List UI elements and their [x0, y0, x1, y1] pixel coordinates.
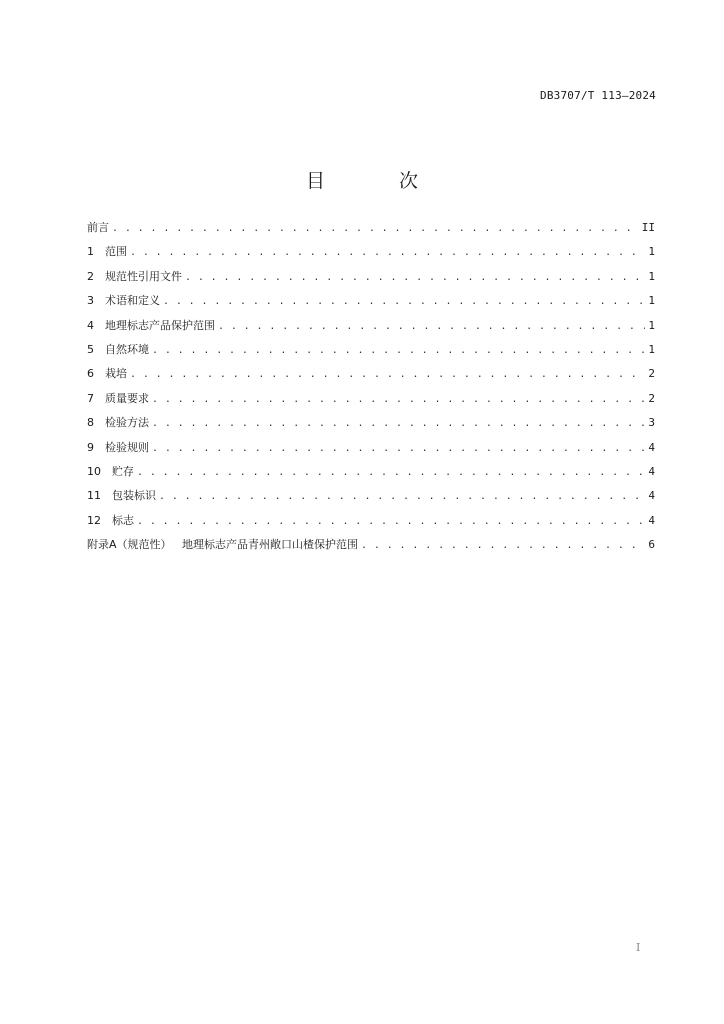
toc-label: 质量要求: [105, 391, 149, 405]
toc-page-number: 4: [648, 464, 655, 478]
toc-section-number: 11: [87, 489, 101, 503]
toc-leader-dots: [152, 414, 645, 434]
toc-label: 前言: [87, 221, 109, 234]
toc-page-number: 1: [648, 245, 655, 259]
toc-label: 检验方法: [105, 416, 149, 430]
toc-page-number: 3: [648, 416, 655, 430]
toc-page-number: 6: [648, 538, 655, 552]
toc-section-number: 9: [87, 440, 94, 454]
toc-leader-dots: [130, 365, 645, 385]
toc-entry-2[interactable]: [87, 267, 655, 291]
document-code: DB3707/T 113—2024: [540, 89, 656, 102]
toc-label: 检验规则: [105, 440, 149, 454]
toc-entry-3[interactable]: [87, 291, 655, 315]
toc-label: 范围: [105, 245, 127, 259]
toc-section-number: 4: [87, 318, 94, 332]
toc-label: 栽培: [105, 367, 127, 381]
toc-page-number: 2: [648, 367, 655, 381]
toc-section-number: 6: [87, 367, 94, 381]
toc-entry-foreword[interactable]: [87, 218, 655, 242]
toc-section-number: 10: [87, 464, 101, 478]
toc-page-number: 1: [648, 294, 655, 308]
toc-section-number: 12: [87, 513, 101, 527]
toc-label: 自然环境: [105, 342, 149, 356]
toc-entry-10[interactable]: [87, 462, 655, 486]
toc-page-number: II: [641, 221, 655, 234]
toc-label: 术语和定义: [105, 294, 160, 308]
toc-entry-annex-a[interactable]: [87, 535, 655, 559]
toc-entry-4[interactable]: [87, 316, 655, 340]
toc-section-number: 8: [87, 416, 94, 430]
toc-entry-5[interactable]: [87, 340, 655, 364]
toc-entry-1[interactable]: [87, 242, 655, 266]
toc-entry-12[interactable]: [87, 511, 655, 535]
toc-label: 地理标志产品保护范围: [105, 318, 215, 332]
table-of-contents: [87, 218, 655, 559]
toc-leader-dots: [137, 512, 645, 532]
toc-page-number: 1: [648, 269, 655, 283]
page-title: 目 次: [305, 169, 453, 192]
toc-page-number: 4: [648, 489, 655, 503]
toc-label: 规范性引用文件: [105, 269, 182, 283]
toc-page-number: 1: [648, 318, 655, 332]
toc-entry-9[interactable]: [87, 438, 655, 462]
toc-page-number: 1: [648, 342, 655, 356]
toc-leader-dots: [152, 439, 645, 459]
toc-leader-dots: [163, 292, 645, 312]
toc-leader-dots: [112, 219, 639, 239]
toc-leader-dots: [130, 243, 645, 263]
toc-section-number: 7: [87, 391, 94, 405]
toc-page-number: 4: [648, 513, 655, 527]
toc-entry-7[interactable]: [87, 389, 655, 413]
toc-leader-dots: [361, 536, 645, 556]
toc-leader-dots: [218, 317, 645, 337]
toc-entry-6[interactable]: [87, 364, 655, 388]
toc-entry-8[interactable]: [87, 413, 655, 437]
toc-section-number: 5: [87, 342, 94, 356]
page-number: I: [636, 941, 641, 954]
toc-section-number: 1: [87, 245, 94, 259]
toc-leader-dots: [152, 341, 645, 361]
toc-label: 标志: [112, 513, 134, 527]
toc-page-number: 4: [648, 440, 655, 454]
toc-section-number: 2: [87, 269, 94, 283]
toc-leader-dots: [159, 487, 645, 507]
toc-label: 贮存: [112, 464, 134, 478]
toc-leader-dots: [137, 463, 645, 483]
toc-annex-title: 地理标志产品青州敞口山楂保护范围: [182, 538, 359, 552]
toc-annex-label: 附录A（规范性）: [87, 538, 172, 552]
toc-section-number: 3: [87, 294, 94, 308]
toc-entry-11[interactable]: [87, 486, 655, 510]
toc-label: 包装标识: [112, 489, 156, 503]
toc-leader-dots: [185, 268, 645, 288]
toc-page-number: 2: [648, 391, 655, 405]
toc-leader-dots: [152, 390, 645, 410]
